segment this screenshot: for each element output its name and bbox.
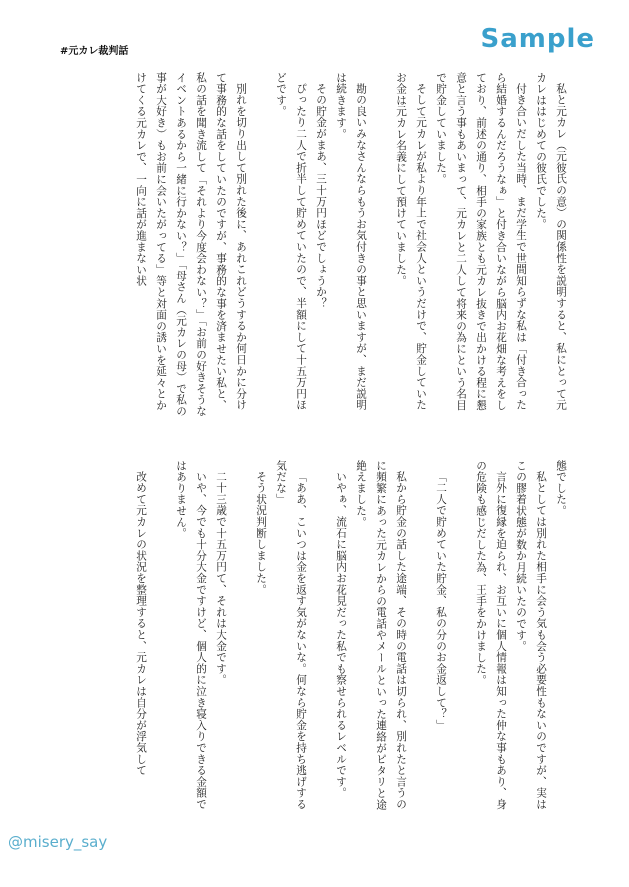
bottom-text-block [131,460,571,814]
paragraph: そして元カレが私より年上で社会人というだけで、貯金していたお金は元カレ名義にして預けていました。 [395,72,427,411]
paragraph: 別れを切り出して別れた後に、あれこれどうするか何日かに分けて事務的な話をしていたのですが、事務的な事を済ませたい私と、私の話を聞き流して「それより今度会わない？」「お前の好きそうなイベントあるから一緒に行かない？」「母さん（元カレの母）で私の事が大好き）もお前に会いたがってる」等と対面の誘いを延々とかけてくる元カレで、一向に話が進まない状 [135,72,247,417]
paragraph: 勘の良いみなさんならもうお気付きの事と思いますが、まだ説明は続きます。 [335,72,367,411]
paragraph: 「二人で貯めていた貯金、私の分のお金返して？」 [435,470,447,731]
paragraph: 態でした。 [555,460,567,517]
paragraph: 付き合いだした当時、まだ学生で世間知らずな私は「付き合ったら結婚するんだろうなぁ」と付き合いながら脳内お花畑な考えをしており、前述の通り、相手の家族とも元カレ抜きで出かける程に懇意と言う事もあいまって、元カレと二人して将来の為にという名目で貯金していました。 [435,72,527,411]
sample-watermark: Sample [480,24,595,54]
paragraph: ぴったり二人で折半して貯めていたので、半額にして十五万円ほどです。 [275,72,307,411]
paragraph: いや、今でも十分大金ですけど、個人的に泣き寝入りできる金額ではありません。 [175,460,207,810]
paragraph: 改めて元カレの状況を整理すると、元カレは自分が浮気して [135,470,147,776]
paragraph: いやぁ、流石に脳内お花見だった私でも察せられるレベルです。 [335,470,347,799]
paragraph: 私から貯金の話した途端、その時の電話は切られ、別れたと言うのに頻繁にあった元カレからの電話やメールといった連絡がピタリと途絶えました。 [355,460,407,811]
top-text-block [131,72,571,420]
paragraph: 「ああ、こいつは金を返す気がないな。何なら貯金を持ち逃げする気だな」 [275,460,307,810]
author-handle: @misery_say [8,833,108,851]
paragraph: 二十三歳で十五万円て、それは大金です。 [215,470,227,686]
paragraph: そう状況判断しました。 [255,470,267,595]
paragraph: 言外に復縁を迫られ、お互いに個人情報は知った仲な事もあり、身の危険も感じだした為、王手をかけました。 [475,460,507,810]
paragraph: 私と元カレ（元彼氏の意）の関係性を説明すると、私にとって元カレははじめての彼氏でした。 [535,72,567,411]
hashtag-label: #元カレ裁判話 [60,46,129,57]
paragraph: その貯金がまあ、三十万円ほどでしょうか？ [315,82,327,309]
paragraph: 私としては別れた相手に会う気も会う必要性もないのですが、実はこの膠着状態が数か月続いたのです。 [515,460,547,810]
